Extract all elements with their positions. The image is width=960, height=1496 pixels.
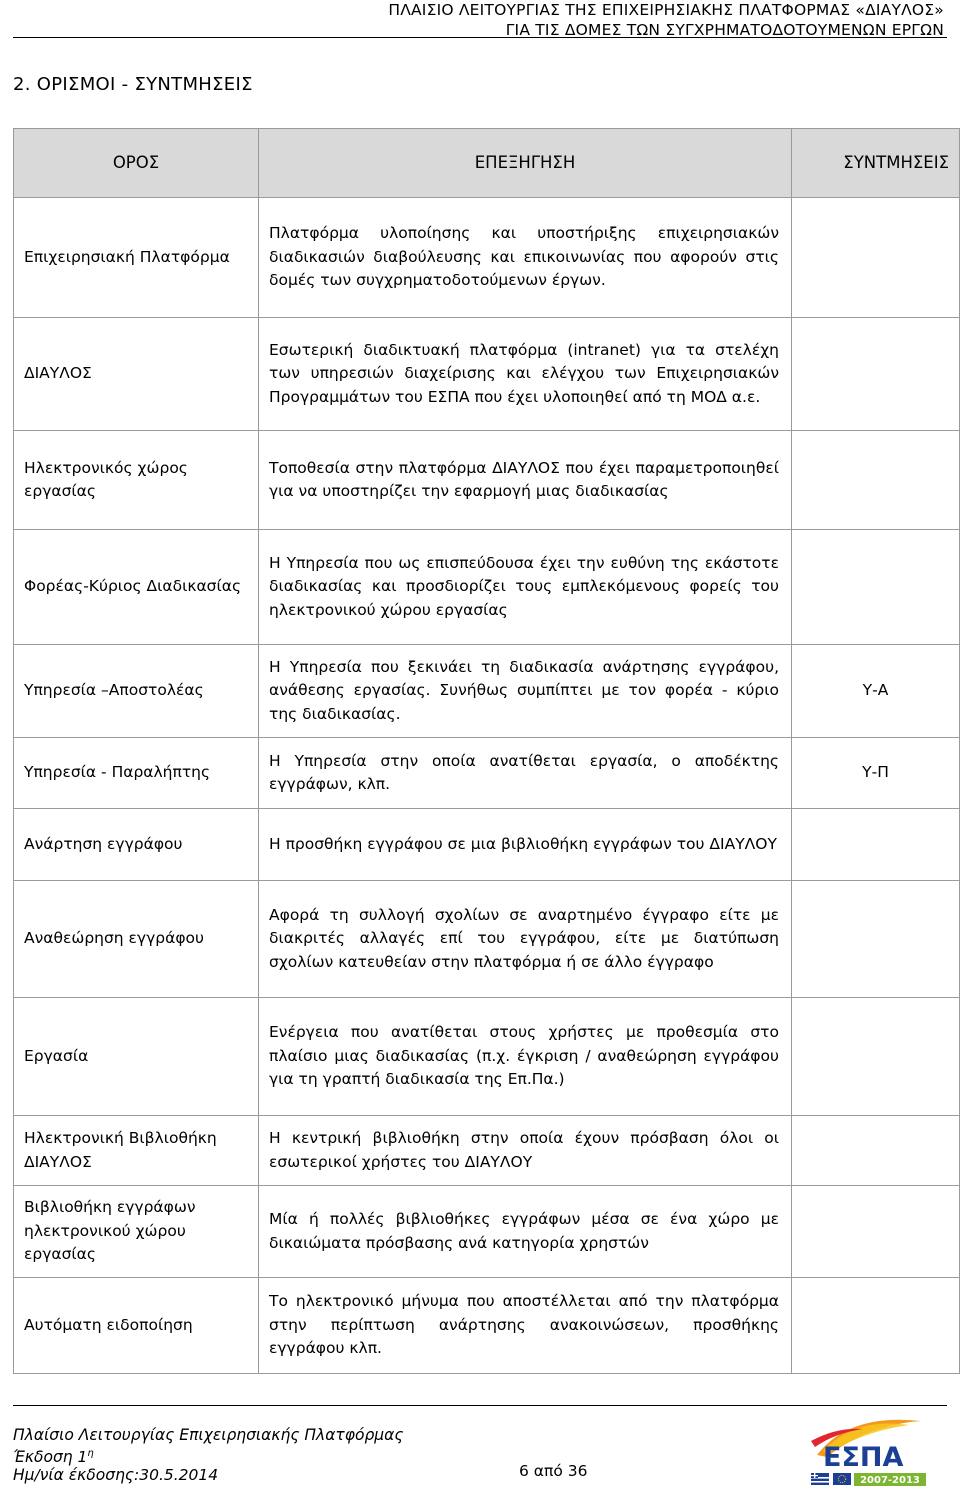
abbreviation-cell bbox=[792, 809, 960, 881]
term-cell: Επιχειρησιακή Πλατφόρμα bbox=[14, 198, 259, 318]
table-row bbox=[14, 1278, 960, 1374]
footer-edition bbox=[13, 1445, 403, 1467]
logo-years: 2007-2013 bbox=[860, 1475, 920, 1486]
column-header-abbreviation: ΣΥΝΤΜΗΣΕΙΣ bbox=[792, 129, 960, 198]
term-cell: ΔΙΑΥΛΟΣ bbox=[14, 318, 259, 431]
footer-date: Ημ/νία έκδοσης:30.5.2014 bbox=[13, 1466, 219, 1485]
definition-cell: Η Υπηρεσία στην οποία ανατίθεται εργασία, ο αποδέκτης εγγράφων, κλπ. bbox=[259, 738, 792, 809]
definition-cell: Τοποθεσία στην πλατφόρμα ΔΙΑΥΛΟΣ που έχει παραμετροποιηθεί για να υποστηρίζει την εφαρμογή μιας διαδικασίας bbox=[259, 431, 792, 530]
section-title: 2. ΟΡΙΣΜΟΙ - ΣΥΝΤΜΗΣΕΙΣ bbox=[13, 74, 253, 95]
abbreviation-cell bbox=[792, 198, 960, 318]
definition-cell: Η κεντρική βιβλιοθήκη στην οποία έχουν πρόσβαση όλοι οι εσωτερικοί χρήστες του ΔΙΑΥΛΟΥ bbox=[259, 1116, 792, 1186]
definition-cell: Μία ή πολλές βιβλιοθήκες εγγράφων μέσα σε ένα χώρο με δικαιώματα πρόσβασης ανά κατηγορία χρηστών bbox=[259, 1186, 792, 1278]
definition-cell: Ενέργεια που ανατίθεται στους χρήστες με προθεσμία στο πλαίσιο μιας διαδικασίας (π.χ. έγκριση / αναθεώρηση εγγράφου για τη γραπτή διαδικασία της Επ.Πα.) bbox=[259, 998, 792, 1116]
page-number: 6 από 36 bbox=[519, 1462, 588, 1480]
column-header-definition: ΕΠΕΞΗΓΗΣΗ bbox=[259, 129, 792, 198]
table-row bbox=[14, 1186, 960, 1278]
running-header bbox=[388, 0, 944, 40]
term-cell: Ηλεκτρονικός χώρος εργασίας bbox=[14, 431, 259, 530]
table-row bbox=[14, 645, 960, 738]
term-cell: Ανάρτηση εγγράφου bbox=[14, 809, 259, 881]
term-cell: Βιβλιοθήκη εγγράφων ηλεκτρονικού χώρου εργασίας bbox=[14, 1186, 259, 1278]
footer-edition-label: Έκδοση 1 bbox=[13, 1447, 88, 1466]
definition-cell: Πλατφόρμα υλοποίησης και υποστήριξης επιχειρησιακών διαδικασιών διαβούλευσης και επικοινωνίας που αφορούν στις δομές των συγχρηματοδοτούμενων έργων. bbox=[259, 198, 792, 318]
abbreviation-cell bbox=[792, 881, 960, 998]
definition-cell: Η προσθήκη εγγράφου σε μια βιβλιοθήκη εγγράφων του ΔΙΑΥΛΟΥ bbox=[259, 809, 792, 881]
table-row bbox=[14, 198, 960, 318]
definitions-table bbox=[13, 128, 960, 1374]
definition-cell: Η Υπηρεσία που ως επισπεύδουσα έχει την ευθύνη της εκάστοτε διαδικασίας και προσδιορίζει τους εμπλεκόμενους φορείς του ηλεκτρονικού χώρου εργασίας bbox=[259, 530, 792, 645]
footer-divider bbox=[13, 1405, 947, 1406]
table-header-row bbox=[14, 129, 960, 198]
term-cell: Εργασία bbox=[14, 998, 259, 1116]
abbreviation-cell bbox=[792, 530, 960, 645]
term-cell: Ηλεκτρονική Βιβλιοθήκη ΔΙΑΥΛΟΣ bbox=[14, 1116, 259, 1186]
table-row bbox=[14, 809, 960, 881]
table-row bbox=[14, 318, 960, 431]
definition-cell: Η Υπηρεσία που ξεκινάει τη διαδικασία ανάρτησης εγγράφου, ανάθεσης εργασίας. Συνήθως συμπίπτει με τον φορέα - κύριο της διαδικασίας. bbox=[259, 645, 792, 738]
logo-wordmark: ΕΣΠΑ bbox=[823, 1442, 904, 1473]
footer-edition-superscript: η bbox=[87, 1447, 94, 1459]
header-line-2: ΓΙΑ ΤΙΣ ΔΟΜΕΣ ΤΩΝ ΣΥΓΧΡΗΜΑΤΟΔΟΤΟΥΜΕΝΩΝ ΕΡΓΩΝ bbox=[505, 21, 944, 39]
table-row bbox=[14, 1116, 960, 1186]
definition-cell: Το ηλεκτρονικό μήνυμα που αποστέλλεται από την πλατφόρμα στην περίπτωση ανάρτησης ανακοινώσεων, προσθήκης εγγράφου κλπ. bbox=[259, 1278, 792, 1374]
term-cell: Αναθεώρηση εγγράφου bbox=[14, 881, 259, 998]
table-row bbox=[14, 881, 960, 998]
header-line-1: ΠΛΑΙΣΙΟ ΛΕΙΤΟΥΡΓΙΑΣ ΤΗΣ ΕΠΙΧΕΙΡΗΣΙΑΚΗΣ ΠΛΑΤΦΟΡΜΑΣ «ΔΙΑΥΛΟΣ» bbox=[388, 1, 944, 19]
term-cell: Φορέας-Κύριος Διαδικασίας bbox=[14, 530, 259, 645]
abbreviation-cell: Υ-Π bbox=[792, 738, 960, 809]
term-cell: Υπηρεσία - Παραλήπτης bbox=[14, 738, 259, 809]
eu-flag-icon bbox=[833, 1473, 851, 1485]
definition-cell: Εσωτερική διαδικτυακή πλατφόρμα (intranet) για τα στελέχη των υπηρεσιών διαχείρισης και ελέγχου των Επιχειρησιακών Προγραμμάτων του ΕΣΠΑ που έχει υλοποιηθεί από τη ΜΟΔ α.ε. bbox=[259, 318, 792, 431]
term-cell: Υπηρεσία –Αποστολέας bbox=[14, 645, 259, 738]
table-row bbox=[14, 998, 960, 1116]
espa-logo bbox=[809, 1411, 929, 1491]
footer-document-info bbox=[13, 1426, 403, 1485]
definition-cell: Αφορά τη συλλογή σχολίων σε αναρτημένο έγγραφο είτε με διακριτές αλλαγές επί του εγγράφου, είτε με διατύπωση σχολίων κατευθείαν στην πλατφόρμα ή σε άλλο έγγραφο bbox=[259, 881, 792, 998]
greek-flag-icon bbox=[811, 1473, 829, 1485]
abbreviation-cell: Υ-Α bbox=[792, 645, 960, 738]
column-header-term: ΟΡΟΣ bbox=[14, 129, 259, 198]
header-divider bbox=[13, 37, 947, 38]
table-row bbox=[14, 431, 960, 530]
table-row bbox=[14, 530, 960, 645]
abbreviation-cell bbox=[792, 1116, 960, 1186]
abbreviation-cell bbox=[792, 318, 960, 431]
abbreviation-cell bbox=[792, 1278, 960, 1374]
term-cell: Αυτόματη ειδοποίηση bbox=[14, 1278, 259, 1374]
abbreviation-cell bbox=[792, 998, 960, 1116]
table-row bbox=[14, 738, 960, 809]
abbreviation-cell bbox=[792, 431, 960, 530]
footer-doc-title: Πλαίσιο Λειτουργίας Επιχειρησιακής Πλατφόρμας bbox=[13, 1426, 404, 1444]
abbreviation-cell bbox=[792, 1186, 960, 1278]
